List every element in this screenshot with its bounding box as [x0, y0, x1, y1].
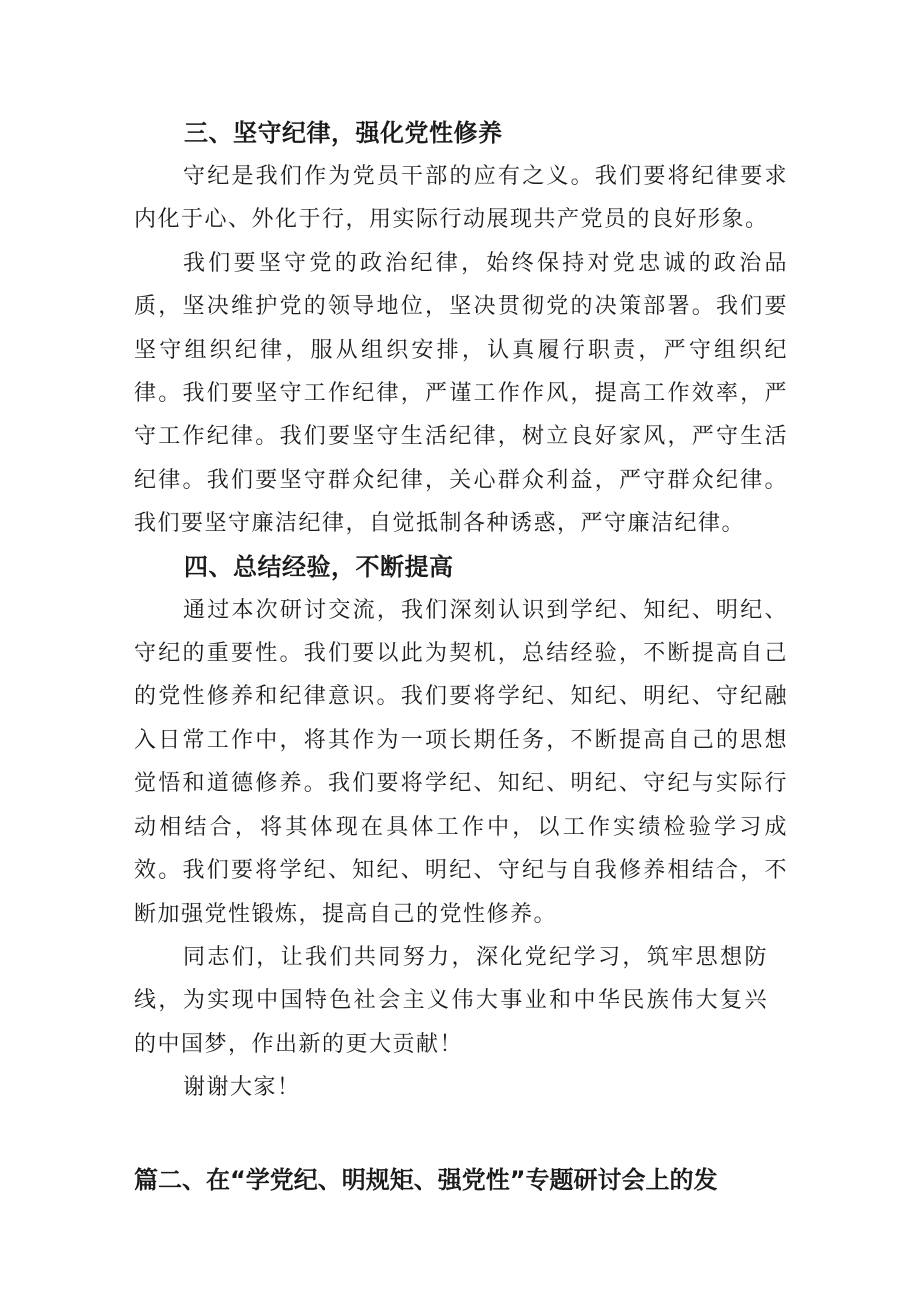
paragraph-thanks: 谢谢大家！: [183, 1075, 301, 1101]
paragraph-closing: 同志们，让我们共同努力，深化党纪学习，筑牢思想防线，为实现中国特色社会主义伟大事业和中华民族伟大复兴的中国梦，作出新的更大贡献！: [134, 944, 768, 1057]
paragraph: 守纪是我们作为党员干部的应有之义。我们要将纪律要求内化于心、外化于行，用实际行动展现共产党员的良好形象。: [134, 164, 788, 233]
section-heading-4: 四、总结经验，不断提高: [184, 552, 454, 581]
section-heading-3: 三、坚守纪律，强化党性修养: [184, 119, 503, 147]
next-article-title: 篇二、在“学党纪、明规矩、强党性”专题研讨会上的发: [134, 1166, 718, 1194]
document-body: [134, 112, 788, 1110]
paragraph: 我们要坚守党的政治纪律，始终保持对党忠诚的政治品质，坚决维护党的领导地位，坚决贯彻党的决策部署。我们要坚守组织纪律，服从组织安排，认真履行职责，严守组织纪律。我们要坚守工作纪律，严谨工作作风，提高工作效率，严守工作纪律。我们要坚守生活纪律，树立良好家风，严守生活纪律。我们要坚守群众纪律，关心群众利益，严守群众纪律。我们要坚守廉洁纪律，自觉抵制各种诱惑，严守廉洁纪律。: [134, 250, 788, 537]
paragraph: 通过本次研讨交流，我们深刻认识到学纪、知纪、明纪、守纪的重要性。我们要以此为契机，总结经验，不断提高自己的党性修养和纪律意识。我们要将学纪、知纪、明纪、守纪融入日常工作中，将其作为一项长期任务，不断提高自己的思想觉悟和道德修养。我们要将学纪、知纪、明纪、守纪与实际行动相结合，将其体现在具体工作中，以工作实绩检验学习成效。我们要将学纪、知纪、明纪、守纪与自我修养相结合，不断加强党性锻炼，提高自己的党性修养。: [134, 597, 788, 927]
